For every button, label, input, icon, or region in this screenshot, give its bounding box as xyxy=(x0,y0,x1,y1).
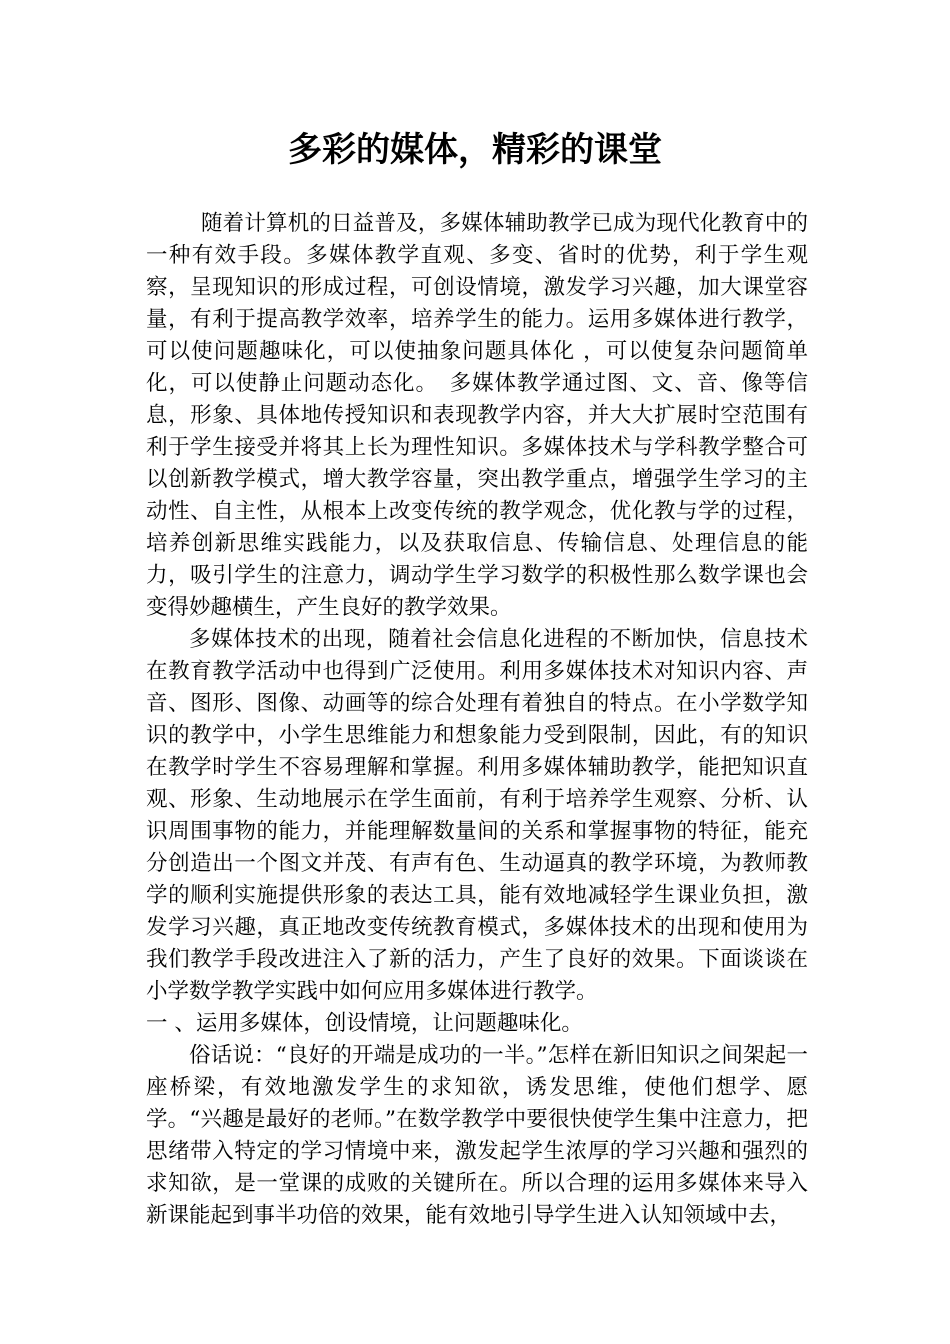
paragraph-multimedia-technology: 多媒体技术的出现，随着社会信息化进程的不断加快，信息技术在教育教学活动中也得到广泛使用。利用多媒体技术对知识内容、声音、图形、图像、动画等的综合处理有着独自的特点。在小学数学知识的教学中，小学生思维能力和想象能力受到限制，因此，有的知识在教学时学生不容易理解和掌握。利用多媒体辅助教学，能把知识直观、形象、生动地展示在学生面前，有利于培养学生观察、分析、认识周围事物的能力，并能理解数量间的关系和掌握事物的特征，能充分创造出一个图文并茂、有声有色、生动逼真的教学环境，为教师教学的顺利实施提供形象的表达工具，能有效地减轻学生课业负担，激发学习兴趣，真正地改变传统教育模式，多媒体技术的出现和使用为我们教学手段改进注入了新的活力，产生了良好的效果。下面谈谈在小学数学教学实践中如何应用多媒体进行教学。 xyxy=(146,627,808,1004)
paragraph-intro: 随着计算机的日益普及，多媒体辅助教学已成为现代化教育中的一种有效手段。多媒体教学直观、多变、省时的优势，利于学生观察，呈现知识的形成过程，可创设情境，激发学习兴趣，加大课堂容量，有利于提高教学效率，培养学生的能力。运用多媒体进行教学，可以使问题趣味化，可以使抽象问题具体化 ，可以使复杂问题简单化，可以使静止问题动态化。 多媒体教学通过图、文、音、像等信息，形象、具体地传授知识和表现教学内容，并大大扩展时空范围有利于学生接受并将其上长为理性知识。多媒体技术与学科教学整合可以创新教学模式，增大教学容量，突出教学重点，增强学生学习的主动性、自主性，从根本上改变传统的教学观念，优化教与学的过程，培养创新思维实践能力，以及获取信息、传输信息、处理信息的能力，吸引学生的注意力，调动学生学习数学的积极性那么数学课也会变得妙趣横生，产生良好的教学效果。 xyxy=(146,211,808,620)
section-heading: 一 、运用多媒体，创设情境，让问题趣味化。 xyxy=(146,1011,583,1036)
document-title: 多彩的媒体，精彩的课堂 xyxy=(288,130,662,170)
document-body xyxy=(146,208,808,1232)
paragraph-section-one: 俗话说：“良好的开端是成功的一半。”怎样在新旧知识之间架起一座桥梁，有效地激发学生的求知欲，诱发思维，使他们想学、愿学。“兴趣是最好的老师。”在数学教学中要很快使学生集中注意力，把思绪带入特定的学习情境中来，激发起学生浓厚的学习兴趣和强烈的求知欲，是一堂课的成败的关键所在。所以合理的运用多媒体来导入新课能起到事半功倍的效果，能有效地引导学生进入认知领域中去， xyxy=(146,1043,808,1228)
